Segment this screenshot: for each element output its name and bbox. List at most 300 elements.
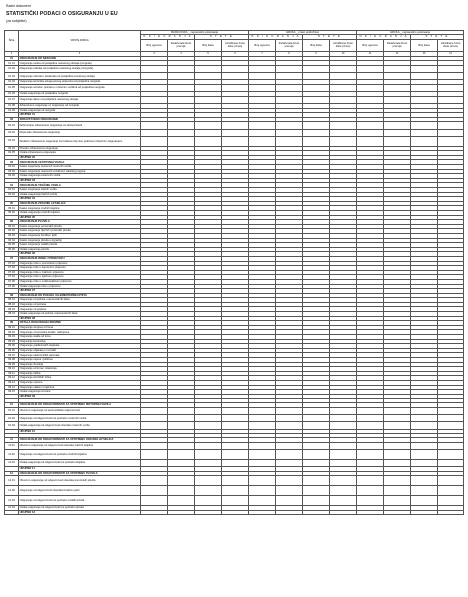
data-cell[interactable]: [438, 96, 464, 103]
row-description: UKUPNO 07: [19, 289, 141, 294]
data-cell[interactable]: [141, 84, 168, 91]
column-number: 10: [330, 51, 357, 56]
data-cell[interactable]: [249, 449, 276, 459]
row-code: 05.01: [5, 206, 19, 211]
data-cell[interactable]: [330, 422, 357, 429]
data-cell[interactable]: [357, 442, 384, 449]
data-cell[interactable]: [357, 129, 384, 136]
insurance-header: O S I G U R A N J A: [249, 35, 303, 39]
table-row: [5, 459, 464, 466]
data-cell[interactable]: [195, 486, 222, 496]
data-cell[interactable]: [357, 476, 384, 486]
data-cell[interactable]: [276, 486, 303, 496]
row-description: Osiguranje usjeva i plodova: [19, 358, 141, 363]
data-cell[interactable]: [438, 442, 464, 449]
data-cell[interactable]: [384, 96, 411, 103]
data-cell[interactable]: [168, 415, 195, 422]
table-row: [5, 129, 464, 136]
row-code: 02.02: [5, 129, 19, 136]
data-cell[interactable]: [168, 459, 195, 466]
data-cell[interactable]: [411, 459, 438, 466]
data-cell[interactable]: [384, 415, 411, 422]
table-row: [5, 510, 464, 515]
data-cell[interactable]: [222, 449, 249, 459]
data-cell[interactable]: [141, 129, 168, 136]
data-cell[interactable]: [330, 476, 357, 486]
data-cell[interactable]: [249, 84, 276, 91]
data-cell[interactable]: [168, 496, 195, 506]
data-cell[interactable]: [276, 442, 303, 449]
row-description: UKUPNO 09: [19, 394, 141, 399]
column-subheader: Broj šteta: [195, 39, 222, 51]
row-code: 09.06: [5, 348, 19, 353]
data-cell[interactable]: [168, 73, 195, 80]
data-cell[interactable]: [249, 422, 276, 429]
data-cell[interactable]: [384, 129, 411, 136]
data-cell[interactable]: [195, 510, 222, 515]
data-cell[interactable]: [411, 449, 438, 459]
row-code: 11.02: [5, 449, 19, 459]
data-cell[interactable]: [195, 96, 222, 103]
data-cell[interactable]: [195, 449, 222, 459]
row-code: 03.03: [5, 174, 19, 179]
row-description: Dobrovoljno zdravstveno osiguranje za slučaj bolesti: [19, 122, 141, 129]
row-code: 06.06: [5, 247, 19, 252]
data-cell[interactable]: [303, 73, 330, 80]
data-cell[interactable]: [357, 449, 384, 459]
data-cell[interactable]: [141, 496, 168, 506]
data-cell[interactable]: [222, 442, 249, 449]
data-cell[interactable]: [303, 122, 330, 129]
data-cell[interactable]: [330, 459, 357, 466]
row-code: 07.03: [5, 270, 19, 275]
insurance-header: O S I G U R A N J A: [357, 35, 411, 39]
data-cell[interactable]: [141, 510, 168, 515]
row-description: Kasko osiguranje tračnih vozila: [19, 188, 141, 193]
data-cell[interactable]: [411, 415, 438, 422]
row-description: Osiguranje od potresa: [19, 302, 141, 307]
data-cell[interactable]: [168, 66, 195, 73]
data-cell[interactable]: [303, 84, 330, 91]
data-cell[interactable]: [303, 449, 330, 459]
data-cell[interactable]: [141, 73, 168, 80]
data-cell[interactable]: [141, 459, 168, 466]
data-cell[interactable]: [168, 510, 195, 515]
data-cell[interactable]: [384, 459, 411, 466]
row-description: UKUPNO 05: [19, 215, 141, 220]
data-cell[interactable]: [195, 66, 222, 73]
data-cell[interactable]: [438, 66, 464, 73]
data-cell[interactable]: [438, 84, 464, 91]
row-description: Osiguranje robe u pomorskom prijevozu: [19, 261, 141, 266]
data-cell[interactable]: [384, 136, 411, 146]
data-cell[interactable]: [357, 510, 384, 515]
data-cell[interactable]: [141, 66, 168, 73]
row-description: Dodatno zdravstveno osiguranje za troškove koji nisu pokriveni obveznim osiguranjem: [19, 136, 141, 146]
data-cell[interactable]: [141, 476, 168, 486]
row-description: OSIGURANJE OD ODGOVORNOSTI ZA UPOTREBU ZRAČNIH LETJELICA: [19, 438, 141, 443]
row-code: 04.01: [5, 188, 19, 193]
data-cell[interactable]: [411, 476, 438, 486]
data-cell[interactable]: [141, 96, 168, 103]
row-description: UKUPNO 04: [19, 197, 141, 202]
data-cell[interactable]: [222, 486, 249, 496]
row-code: 09.13: [5, 380, 19, 385]
group-header: FRANCUSKA _ neposredno poslovanje: [141, 31, 249, 35]
row-description: Osiguranje vozača i putnika u motornim vozilima od posljedica nezgode: [19, 84, 141, 91]
data-cell[interactable]: [303, 486, 330, 496]
data-cell[interactable]: [411, 66, 438, 73]
data-cell[interactable]: [330, 66, 357, 73]
data-cell[interactable]: [411, 486, 438, 496]
data-cell[interactable]: [411, 96, 438, 103]
data-cell[interactable]: [276, 122, 303, 129]
data-cell[interactable]: [141, 136, 168, 146]
data-cell[interactable]: [276, 459, 303, 466]
row-code: 09.08: [5, 358, 19, 363]
data-cell[interactable]: [249, 496, 276, 506]
data-cell[interactable]: [330, 407, 357, 414]
row-description: Ostala osiguranja od odgovornosti za upotrebu letjelica: [19, 459, 141, 466]
row-description: Ostala osiguranja tračnih vozila: [19, 192, 141, 197]
data-cell[interactable]: [303, 96, 330, 103]
data-cell[interactable]: [168, 84, 195, 91]
data-cell[interactable]: [303, 129, 330, 136]
row-code: 12: [5, 471, 19, 476]
row-code: 06.01: [5, 224, 19, 229]
data-cell[interactable]: [141, 122, 168, 129]
table-row: [5, 136, 464, 146]
data-cell[interactable]: [303, 422, 330, 429]
data-cell[interactable]: [168, 422, 195, 429]
data-cell[interactable]: [357, 96, 384, 103]
data-cell[interactable]: [411, 422, 438, 429]
row-code: 02.05: [5, 151, 19, 156]
data-cell[interactable]: [222, 415, 249, 422]
data-cell[interactable]: [222, 66, 249, 73]
data-cell[interactable]: [195, 442, 222, 449]
data-cell[interactable]: [384, 122, 411, 129]
data-cell[interactable]: [276, 510, 303, 515]
group-header: GRČKA _ preko podružnice: [249, 31, 357, 35]
data-cell[interactable]: [384, 442, 411, 449]
row-description: OSIGURANJE ZRAČNIH LETJELICA: [19, 201, 141, 206]
column-number: 7: [249, 51, 276, 56]
data-cell[interactable]: [438, 496, 464, 506]
row-code: 11.03: [5, 459, 19, 466]
data-cell[interactable]: [249, 73, 276, 80]
data-cell[interactable]: [357, 136, 384, 146]
row-code: 07.05: [5, 279, 19, 284]
data-cell[interactable]: [195, 136, 222, 146]
data-cell[interactable]: [222, 496, 249, 506]
column-number: 5: [195, 51, 222, 56]
column-subheader: Broj šteta: [411, 39, 438, 51]
data-cell[interactable]: [357, 122, 384, 129]
data-cell[interactable]: [276, 415, 303, 422]
row-code: 05: [5, 201, 19, 206]
data-cell[interactable]: [411, 510, 438, 515]
data-cell[interactable]: [222, 422, 249, 429]
group-header: GRČKA _ neposredno poslovanje: [357, 31, 464, 35]
row-code: 01.01: [5, 61, 19, 66]
data-cell[interactable]: [303, 496, 330, 506]
row-description: Osiguranje od odgovornosti za upotrebu motornih vozila: [19, 415, 141, 422]
data-cell[interactable]: [249, 459, 276, 466]
data-cell[interactable]: [330, 415, 357, 422]
data-cell[interactable]: [141, 449, 168, 459]
data-cell[interactable]: [357, 84, 384, 91]
data-cell[interactable]: [276, 136, 303, 146]
row-description: Osiguranje objekata u montaži: [19, 348, 141, 353]
table-row: [5, 442, 464, 449]
row-code: 07.01: [5, 261, 19, 266]
data-cell[interactable]: [168, 407, 195, 414]
data-cell[interactable]: [303, 407, 330, 414]
data-cell[interactable]: [438, 136, 464, 146]
row-description: UKUPNO 02: [19, 155, 141, 160]
data-cell[interactable]: [384, 486, 411, 496]
data-cell[interactable]: [195, 73, 222, 80]
data-cell[interactable]: [438, 122, 464, 129]
row-description: Osiguranje učenika i studenata od posljedica nesretnog slučaja: [19, 73, 141, 80]
data-cell[interactable]: [141, 422, 168, 429]
data-cell[interactable]: [438, 415, 464, 422]
data-cell[interactable]: [195, 476, 222, 486]
data-cell[interactable]: [276, 66, 303, 73]
row-description: Ostala osiguranja od posljedica nezgode: [19, 92, 141, 97]
data-cell[interactable]: [330, 96, 357, 103]
row-code: 03: [5, 160, 19, 165]
data-cell[interactable]: [195, 459, 222, 466]
row-description: OSTALA OSIGURANJA IMOVINE: [19, 321, 141, 326]
data-cell[interactable]: [195, 422, 222, 429]
data-cell[interactable]: [357, 496, 384, 506]
row-description: Ostala osiguranja od odgovornosti vlasnika motornih vozila: [19, 422, 141, 429]
data-cell[interactable]: [438, 510, 464, 515]
data-cell[interactable]: [411, 407, 438, 414]
data-cell[interactable]: [438, 407, 464, 414]
row-description: Dopunsko zdravstveno osiguranje: [19, 129, 141, 136]
data-cell[interactable]: [411, 122, 438, 129]
column-subheader: Broj ugovora: [249, 39, 276, 51]
data-cell[interactable]: [222, 96, 249, 103]
row-code: 08.04: [5, 312, 19, 317]
data-cell[interactable]: [141, 486, 168, 496]
data-cell[interactable]: [168, 486, 195, 496]
data-cell[interactable]: [222, 84, 249, 91]
data-cell[interactable]: [411, 136, 438, 146]
data-cell[interactable]: [357, 73, 384, 80]
data-cell[interactable]: [303, 442, 330, 449]
row-description: Ostala osiguranja cestovnih vozila: [19, 174, 141, 179]
data-cell[interactable]: [222, 73, 249, 80]
row-code: 09.04: [5, 339, 19, 344]
data-cell[interactable]: [249, 510, 276, 515]
data-cell[interactable]: [168, 442, 195, 449]
data-cell[interactable]: [384, 66, 411, 73]
data-cell[interactable]: [195, 84, 222, 91]
row-description: OSIGURANJE CESTOVNIH VOZILA: [19, 160, 141, 165]
data-cell[interactable]: [141, 407, 168, 414]
row-description: OSIGURANJE OD ODGOVORNOSTI ZA UPOTREBU PLOVILA: [19, 471, 141, 476]
row-code: 09.07: [5, 353, 19, 358]
data-cell[interactable]: [330, 84, 357, 91]
data-cell[interactable]: [330, 510, 357, 515]
row-description: Kasko osiguranje riječnih i jezerskih plovila: [19, 229, 141, 234]
table-row: [5, 96, 464, 103]
column-number: 13: [411, 51, 438, 56]
row-code: 09.10: [5, 367, 19, 372]
row-description: Kasko osiguranje cestovnih vozila bez vlastitog pogona: [19, 169, 141, 174]
column-subheader: Likvidirane bruto štete (iznos): [222, 39, 249, 51]
row-code: 01.07: [5, 96, 19, 103]
data-cell[interactable]: [357, 459, 384, 466]
column-subheader: Zaračunata bruto premija: [384, 39, 411, 51]
data-cell[interactable]: [195, 122, 222, 129]
data-cell[interactable]: [384, 422, 411, 429]
data-cell[interactable]: [249, 407, 276, 414]
data-cell[interactable]: [303, 136, 330, 146]
row-code: 09.03: [5, 335, 19, 340]
row-description: OSIGURANJE OD ODGOVORNOSTI ZA UPOTREBU MOTORNIH VOZILA: [19, 403, 141, 408]
data-cell[interactable]: [249, 486, 276, 496]
data-cell[interactable]: [222, 476, 249, 486]
row-code: 03.02: [5, 169, 19, 174]
data-cell[interactable]: [168, 96, 195, 103]
data-cell[interactable]: [276, 496, 303, 506]
data-cell[interactable]: [249, 96, 276, 103]
data-cell[interactable]: [276, 84, 303, 91]
data-cell[interactable]: [330, 129, 357, 136]
data-cell[interactable]: [222, 459, 249, 466]
data-cell[interactable]: [168, 129, 195, 136]
data-cell[interactable]: [357, 486, 384, 496]
data-cell[interactable]: [195, 415, 222, 422]
row-description: Osiguranje stakla od loma: [19, 335, 141, 340]
data-cell[interactable]: [303, 415, 330, 422]
data-cell[interactable]: [249, 129, 276, 136]
data-cell[interactable]: [330, 486, 357, 496]
data-cell[interactable]: [141, 442, 168, 449]
data-cell[interactable]: [222, 510, 249, 515]
data-cell[interactable]: [276, 73, 303, 80]
row-description: Osiguranje nakita i umjetnina: [19, 385, 141, 390]
data-cell[interactable]: [249, 442, 276, 449]
row-description: Obvezno osiguranje od odgovornosti vlasnika zračnih letjelica: [19, 442, 141, 449]
table-row: [5, 422, 464, 429]
data-cell[interactable]: [168, 449, 195, 459]
row-description: UKUPNO 08: [19, 316, 141, 321]
data-cell[interactable]: [222, 129, 249, 136]
data-cell[interactable]: [276, 96, 303, 103]
column-number: 3: [141, 51, 168, 56]
data-cell[interactable]: [168, 122, 195, 129]
data-cell[interactable]: [141, 415, 168, 422]
data-cell[interactable]: [357, 415, 384, 422]
data-cell[interactable]: [168, 136, 195, 146]
row-code: 09.12: [5, 376, 19, 381]
data-cell[interactable]: [438, 459, 464, 466]
data-cell[interactable]: [249, 476, 276, 486]
data-cell[interactable]: [438, 449, 464, 459]
data-cell[interactable]: [222, 407, 249, 414]
data-cell[interactable]: [249, 122, 276, 129]
row-description: UKUPNO 01: [19, 113, 141, 118]
data-cell[interactable]: [249, 66, 276, 73]
table-row: [5, 449, 464, 459]
data-cell[interactable]: [330, 442, 357, 449]
data-cell[interactable]: [438, 476, 464, 486]
claims-header: Š T E T E: [411, 35, 464, 39]
data-cell[interactable]: [411, 496, 438, 506]
column-subheader: Zaračunata bruto premija: [276, 39, 303, 51]
data-cell[interactable]: [384, 73, 411, 80]
data-cell[interactable]: [168, 476, 195, 486]
data-cell[interactable]: [303, 476, 330, 486]
code-header: Šifra: [5, 31, 19, 52]
data-cell[interactable]: [276, 476, 303, 486]
row-description: Kasko osiguranje zračnih letjelica: [19, 206, 141, 211]
data-cell[interactable]: [276, 407, 303, 414]
data-cell[interactable]: [411, 84, 438, 91]
row-code: 09.15: [5, 390, 19, 395]
data-cell[interactable]: [276, 422, 303, 429]
data-cell[interactable]: [438, 422, 464, 429]
data-cell[interactable]: [411, 129, 438, 136]
data-cell[interactable]: [357, 66, 384, 73]
data-cell[interactable]: [303, 459, 330, 466]
data-cell[interactable]: [222, 136, 249, 146]
data-cell[interactable]: [330, 136, 357, 146]
data-cell[interactable]: [384, 407, 411, 414]
data-cell[interactable]: [357, 422, 384, 429]
row-description: Osiguranje strojeva od loma: [19, 325, 141, 330]
data-cell[interactable]: [384, 449, 411, 459]
data-cell[interactable]: [195, 407, 222, 414]
data-cell[interactable]: [384, 84, 411, 91]
data-cell[interactable]: [330, 122, 357, 129]
document-title: STATISTIČKI PODACI O OSIGURANJU U EU: [6, 11, 118, 17]
data-cell[interactable]: [303, 66, 330, 73]
data-cell[interactable]: [357, 407, 384, 414]
data-cell[interactable]: [384, 496, 411, 506]
data-cell[interactable]: [222, 122, 249, 129]
data-cell[interactable]: [384, 476, 411, 486]
row-code: 02.04: [5, 146, 19, 151]
data-cell[interactable]: [195, 129, 222, 136]
data-cell[interactable]: [249, 415, 276, 422]
data-cell[interactable]: [438, 73, 464, 80]
data-cell[interactable]: [438, 486, 464, 496]
data-cell[interactable]: [195, 496, 222, 506]
data-cell[interactable]: [249, 136, 276, 146]
data-cell[interactable]: [411, 442, 438, 449]
data-cell[interactable]: [276, 449, 303, 459]
data-cell[interactable]: [303, 510, 330, 515]
row-description: UKUPNO 12: [19, 510, 141, 515]
data-cell[interactable]: [330, 449, 357, 459]
row-description: Osiguranje djece od posljedica nesretnog slučaja: [19, 96, 141, 103]
data-cell[interactable]: [276, 129, 303, 136]
data-cell[interactable]: [330, 73, 357, 80]
data-cell[interactable]: [411, 73, 438, 80]
data-cell[interactable]: [438, 129, 464, 136]
row-code: 06.05: [5, 243, 19, 248]
row-code: 08.03: [5, 307, 19, 312]
data-cell[interactable]: [384, 510, 411, 515]
data-cell[interactable]: [330, 496, 357, 506]
